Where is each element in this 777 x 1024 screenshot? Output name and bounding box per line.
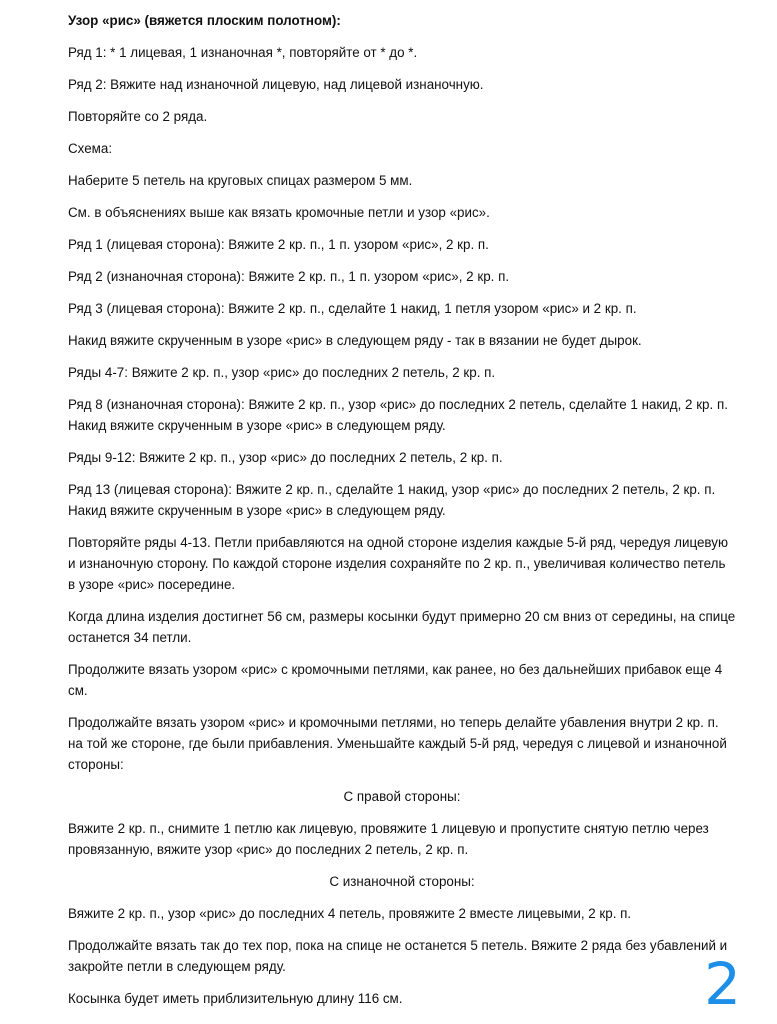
paragraph: Наберите 5 петель на круговых спицах размером 5 мм. <box>68 173 413 188</box>
paragraph-list <box>68 42 736 1009</box>
paragraph: Ряд 2 (изнаночная сторона): Вяжите 2 кр. п., 1 п. узором «рис», 2 кр. п. <box>68 269 510 284</box>
paragraph: Продолжайте вязать узором «рис» и кромочными петлями, но теперь делайте убавления внутри 2 кр. п. на той же стороне, где были прибавления. Уменьшайте каждый 5-й ряд, чередуя с лицевой и изнаночной стороны: <box>68 715 727 772</box>
paragraph: Вяжите 2 кр. п., снимите 1 петлю как лицевую, провяжите 1 лицевую и пропустите снятую петлю через провязанную, вяжите узор «рис» до последних 2 петель, 2 кр. п. <box>68 821 709 857</box>
paragraph: Ряд 2: Вяжите над изнаночной лицевую, над лицевой изнаночную. <box>68 77 484 92</box>
paragraph: Схема: <box>68 141 113 156</box>
paragraph: Продолжите вязать узором «рис» с кромочными петлями, как ранее, но без дальнейших прибавок еще 4 см. <box>68 662 723 698</box>
paragraph: Накид вяжите скрученным в узоре «рис» в следующем ряду - так в вязании не будет дырок. <box>68 333 642 348</box>
paragraph: Когда длина изделия достигнет 56 см, размеры косынки будут примерно 20 см вниз от середины, на спице останется 34 петли. <box>68 609 736 645</box>
paragraph: Повторяйте ряды 4-13. Петли прибавляются на одной стороне изделия каждые 5-й ряд, чередуя лицевую и изнаночную сторону. По каждой стороне изделия сохраняйте по 2 кр. п., увеличивая количество петель в узоре «рис» посередине. <box>68 535 728 592</box>
paragraph: Ряд 1 (лицевая сторона): Вяжите 2 кр. п., 1 п. узором «рис», 2 кр. п. <box>68 237 489 252</box>
paragraph: Ряд 8 (изнаночная сторона): Вяжите 2 кр. п., узор «рис» до последних 2 петель, сделайте 1 накид, 2 кр. п. Накид вяжите скрученным в узоре «рис» в следующем ряду. <box>68 397 728 433</box>
paragraph: Косынка будет иметь приблизительную длину 116 см. <box>68 991 403 1006</box>
section-title: Узор «рис» (вяжется плоским полотном): <box>68 13 341 28</box>
paragraph: Вяжите 2 кр. п., узор «рис» до последних 4 петель, провяжите 2 вместе лицевыми, 2 кр. п. <box>68 906 632 921</box>
paragraph: См. в объяснениях выше как вязать кромочные петли и узор «рис». <box>68 205 490 220</box>
paragraph: Ряды 4-7: Вяжите 2 кр. п., узор «рис» до последних 2 петель, 2 кр. п. <box>68 365 496 380</box>
subheading: С изнаночной стороны: <box>329 874 475 889</box>
paragraph: Ряд 1: * 1 лицевая, 1 изнаночная *, повторяйте от * до *. <box>68 45 418 60</box>
paragraph: Продолжайте вязать так до тех пор, пока на спице не останется 5 петель. Вяжите 2 ряда без убавлений и закройте петли в следующем ряду. <box>68 938 728 974</box>
subheading: С правой стороны: <box>343 789 461 804</box>
paragraph: Ряд 3 (лицевая сторона): Вяжите 2 кр. п., сделайте 1 накид, 1 петля узором «рис» и 2 кр. п. <box>68 301 637 316</box>
paragraph: Ряды 9-12: Вяжите 2 кр. п., узор «рис» до последних 2 петель, 2 кр. п. <box>68 450 503 465</box>
document-body <box>68 10 736 1020</box>
paragraph: Ряд 13 (лицевая сторона): Вяжите 2 кр. п., сделайте 1 накид, узор «рис» до последних 2 петель, 2 кр. п. Накид вяжите скрученным в узоре «рис» в следующем ряду. <box>68 482 716 518</box>
paragraph: Повторяйте со 2 ряда. <box>68 109 208 124</box>
page-number: 2 <box>704 950 741 1018</box>
